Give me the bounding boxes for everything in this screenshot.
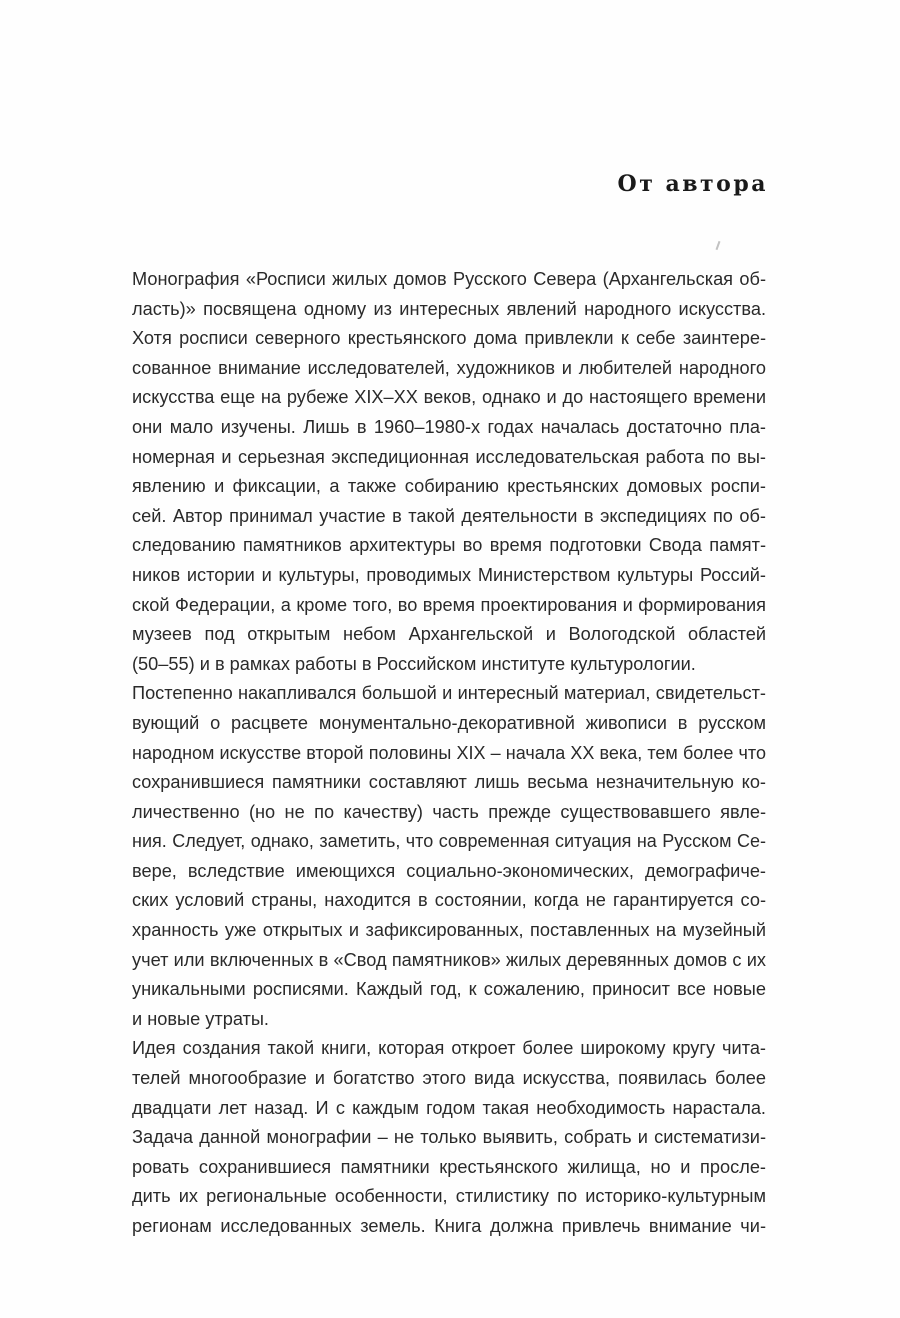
text-line: телей многообразие и богатство этого вида искусства, появилась более [132, 1068, 766, 1089]
text-line: ласть)» посвящена одному из интересных явлений народного искусства. [132, 298, 766, 319]
text-line: искусства еще на рубеже XIX–XX веков, однако и до настоящего времени [132, 387, 766, 408]
text-line: уникальными росписями. Каждый год, к сожалению, приносит все новые [132, 979, 766, 1000]
text-line: Монография «Росписи жилых домов Русского Севера (Архангельская об- [132, 269, 766, 289]
text-line: сованное внимание исследователей, художников и любителей народного [132, 357, 766, 378]
text-line: музеев под открытым небом Архангельской и Вологодской областей [132, 624, 766, 645]
text-line: сохранившиеся памятники составляют лишь весьма незначительную ко- [132, 772, 766, 793]
text-line: ровать сохранившиеся памятники крестьянского жилища, но и просле- [132, 1156, 766, 1177]
text-line: явлению и фиксации, а также собиранию крестьянских домовых роспи- [132, 476, 766, 497]
text-line: регионам исследованных земель. Книга должна привлечь внимание чи- [132, 1216, 766, 1236]
text-line: Постепенно накапливался большой и интересный материал, свидетельст- [132, 683, 766, 704]
text-line: следованию памятников архитектуры во время подготовки Свода памят- [132, 535, 766, 556]
text-line: Задача данной монографии – не только выявить, собрать и систематизи- [132, 1127, 766, 1148]
text-line: народном искусстве второй половины XIX – начала XX века, тем более что [132, 742, 766, 763]
text-line: вере, вследствие имеющихся социально-экономических, демографиче- [132, 860, 766, 881]
text-line: они мало изучены. Лишь в 1960–1980-х годах началась достаточно пла- [132, 416, 766, 437]
page-heading: От автора [617, 171, 768, 197]
text-line: дить их региональные особенности, стилистику по историко-культурным [132, 1186, 766, 1207]
text-line: Идея создания такой книги, которая откроет более широкому кругу чита- [132, 1038, 766, 1059]
text-line: сей. Автор принимал участие в такой деятельности в экспедициях по об- [132, 505, 766, 526]
text-line: хранность уже открытых и зафиксированных, поставленных на музейный [132, 920, 766, 941]
paragraph-3 [132, 1034, 766, 1241]
text-line: ских условий страны, находится в состоянии, когда не гарантируется со- [132, 890, 766, 911]
text-line: ния. Следует, однако, заметить, что современная ситуация на Русском Се- [132, 831, 766, 852]
text-line: и новые утраты. [132, 1008, 269, 1029]
paragraph-1 [132, 265, 766, 679]
text-line: (50–55) и в рамках работы в Российском институте культурологии. [132, 653, 696, 674]
text-line: номерная и серьезная экспедиционная исследовательская работа по вы- [132, 446, 766, 467]
text-line: вующий о расцвете монументально-декоративной живописи в русском [132, 712, 766, 733]
body-text [132, 265, 766, 1242]
scan-speck [716, 241, 721, 250]
text-line: ников истории и культуры, проводимых Министерством культуры Россий- [132, 564, 766, 585]
text-line: ской Федерации, а кроме того, во время проектирования и формирования [132, 594, 766, 615]
text-line: Хотя росписи северного крестьянского дома привлекли к себе заинтере- [132, 328, 766, 349]
text-line: двадцати лет назад. И с каждым годом такая необходимость нарастала. [132, 1097, 766, 1118]
text-line: личественно (но не по качеству) часть прежде существовавшего явле- [132, 801, 766, 822]
paragraph-2 [132, 679, 766, 1034]
text-line: учет или включенных в «Свод памятников» жилых деревянных домов с их [132, 949, 766, 970]
